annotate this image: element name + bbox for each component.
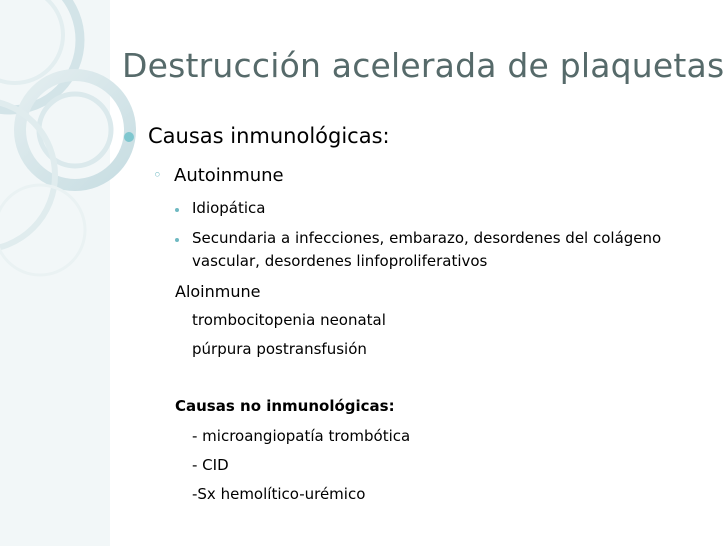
bullet-level2: Autoinmune [174,165,284,186]
bullet-level1: Causas inmunológicas: [148,124,390,148]
bullet-dot-icon [124,132,134,142]
bullet-level3-secundaria-cont: vascular, desordenes linfoproliferativos [192,252,488,270]
aloinmune-item: trombocitopenia neonatal [192,311,386,329]
slide-title: Destrucción acelerada de plaquetas [122,46,725,85]
bullet-small-icon [175,238,179,242]
no-inmunologicas-item: - CID [192,456,229,474]
bullet-small-icon [175,208,179,212]
bullet-level3-idiopatica: Idiopática [192,199,266,217]
no-inmunologicas-item: - microangiopatía trombótica [192,427,411,445]
aloinmune-heading: Aloinmune [175,282,261,301]
aloinmune-item: púrpura postransfusión [192,340,367,358]
no-inmunologicas-item: -Sx hemolítico-urémico [192,485,366,503]
bullet-circle-icon: ◦ [153,166,162,184]
bullet-level3-secundaria: Secundaria a infecciones, embarazo, desordenes del colágeno [192,229,662,247]
no-inmunologicas-heading: Causas no inmunológicas: [175,397,395,415]
